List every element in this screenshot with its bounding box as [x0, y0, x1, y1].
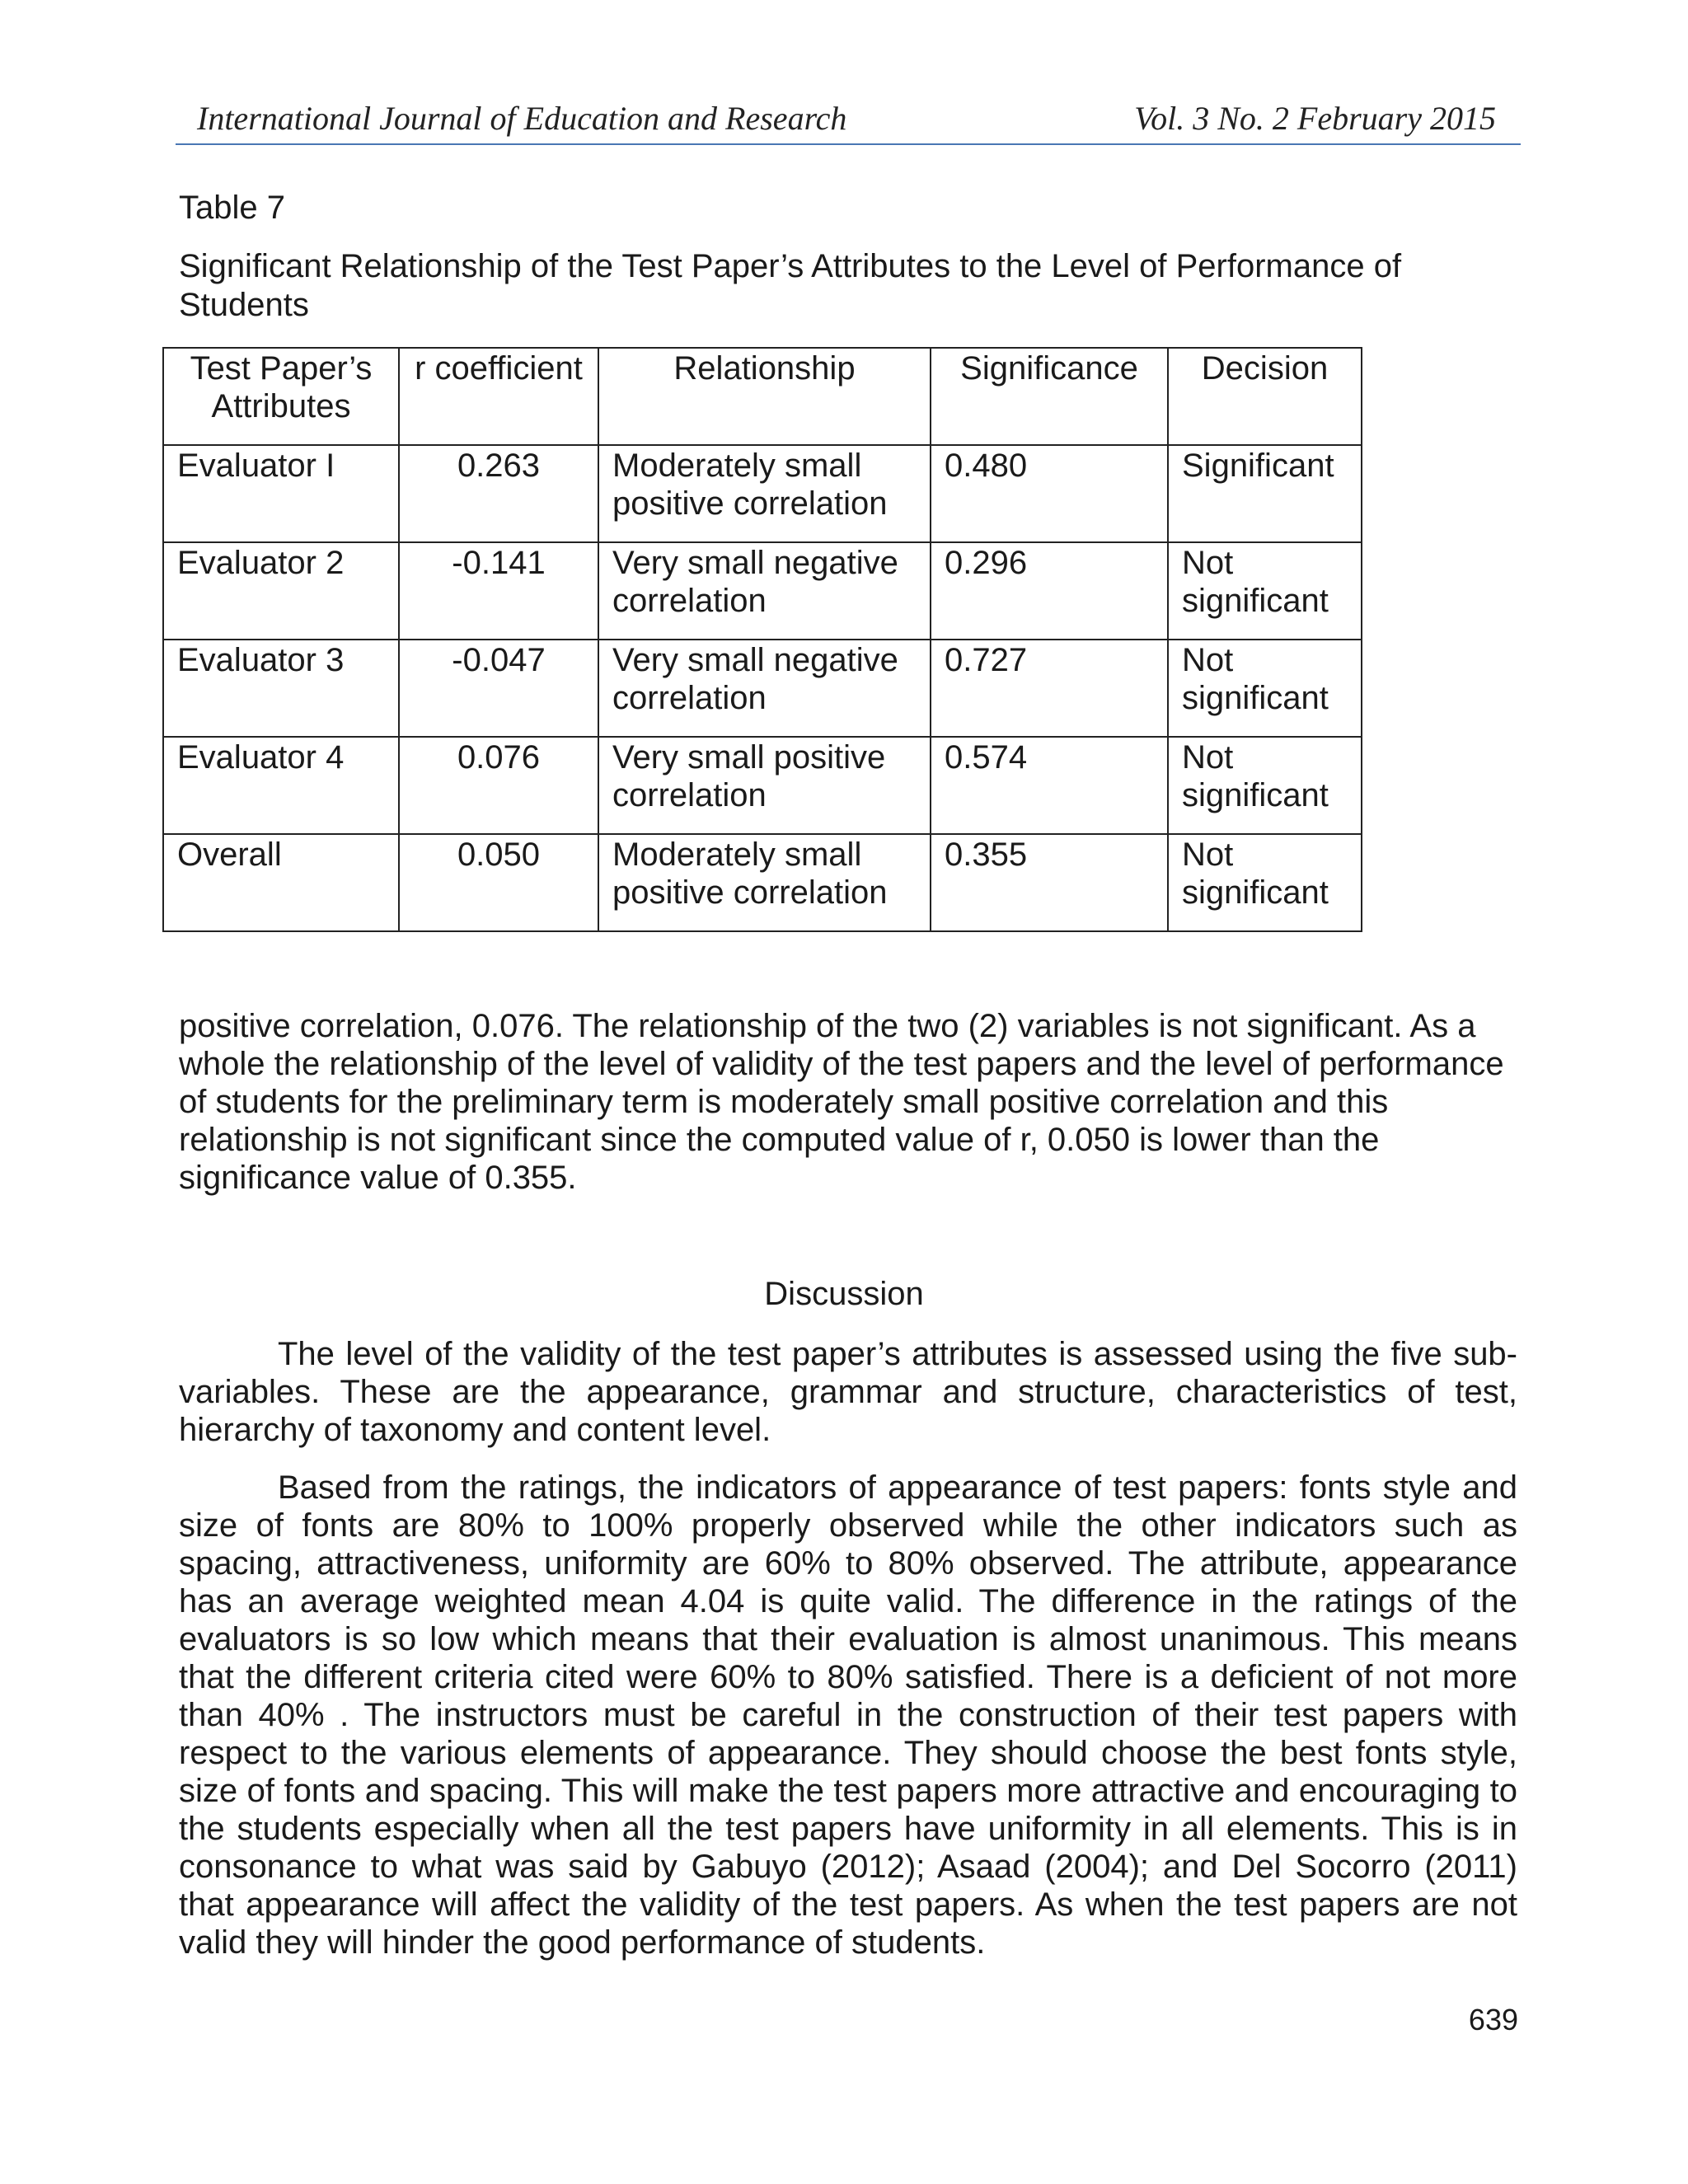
- cell-relationship: Moderately small positive correlation: [598, 445, 931, 542]
- cell-r: 0.263: [399, 445, 598, 542]
- cell-significance: 0.480: [931, 445, 1168, 542]
- cell-relationship: Very small positive correlation: [598, 737, 931, 834]
- cell-r: -0.047: [399, 640, 598, 737]
- cell-attribute: Evaluator 2: [163, 542, 399, 640]
- cell-relationship: Very small negative correlation: [598, 640, 931, 737]
- cell-attribute: Overall: [163, 834, 399, 931]
- cell-attribute: Evaluator 3: [163, 640, 399, 737]
- cell-r: 0.076: [399, 737, 598, 834]
- cell-r: 0.050: [399, 834, 598, 931]
- table-label: Table 7: [179, 190, 285, 226]
- column-header-significance: Significance: [931, 348, 1168, 445]
- table-caption: Significant Relationship of the Test Paper’s Attributes to the Level of Performance of Students: [179, 248, 1402, 323]
- table-row: [163, 542, 1362, 640]
- cell-attribute: Evaluator I: [163, 445, 399, 542]
- volume-info: Vol. 3 No. 2 February 2015: [1134, 100, 1496, 137]
- cell-decision: Significant: [1168, 445, 1362, 542]
- cell-significance: 0.727: [931, 640, 1168, 737]
- discussion-heading: Discussion: [764, 1276, 924, 1312]
- journal-title: International Journal of Education and Research: [197, 100, 847, 137]
- cell-significance: 0.355: [931, 834, 1168, 931]
- discussion-paragraph-1: The level of the validity of the test paper’s attributes is assessed using the five sub-variables. These are the appearance, grammar and structure, characteristics of test, hierarchy of taxonomy and content level.: [179, 1336, 1517, 1448]
- page-number: 639: [1468, 2003, 1518, 2036]
- column-header-decision: Decision: [1168, 348, 1362, 445]
- table-row: [163, 834, 1362, 931]
- cell-decision: Not significant: [1168, 737, 1362, 834]
- cell-r: -0.141: [399, 542, 598, 640]
- cell-significance: 0.574: [931, 737, 1168, 834]
- cell-attribute: Evaluator 4: [163, 737, 399, 834]
- table-row: [163, 445, 1362, 542]
- cell-decision: Not significant: [1168, 834, 1362, 931]
- results-table: [162, 347, 1362, 932]
- column-header-relationship: Relationship: [598, 348, 931, 445]
- cell-relationship: Very small negative correlation: [598, 542, 931, 640]
- cell-decision: Not significant: [1168, 542, 1362, 640]
- discussion-paragraph-2: Based from the ratings, the indicators of appearance of test papers: fonts style and size of fonts are 80% to 100% properly observed while the other indicators such as spacing, attractiveness, uniformity are 60% to 80% observed. The attribute, appearance has an average weighted mean 4.04 is quite valid. The difference in the ratings of the evaluators is so low which means that their evaluation is almost unanimous. This means that the different criteria cited were 60% to 80% satisfied. There is a deficient of not more than 40% . The instructors must be careful in the construction of their test papers with respect to the various elements of appearance. They should choose the best fonts style, size of fonts and spacing. This will make the test papers more attractive and encouraging to the students especially when all the test papers have uniformity in all elements. This is in consonance to what was said by Gabuyo (2012); Asaad (2004); and Del Socorro (2011) that appearance will affect the validity of the test papers. As when the test papers are not valid they will hinder the good performance of students.: [179, 1469, 1517, 1961]
- column-header-r-coefficient: r coefficient: [399, 348, 598, 445]
- column-header-attributes: Test Paper’s Attributes: [163, 348, 399, 445]
- table-row: [163, 737, 1362, 834]
- table-row: [163, 640, 1362, 737]
- table-header-row: [163, 348, 1362, 445]
- results-paragraph: positive correlation, 0.076. The relationship of the two (2) variables is not significant. As a whole the relationship of the level of validity of the test papers and the level of performance of students for the preliminary term is moderately small positive correlation and this relationship is not significant since the computed value of r, 0.050 is lower than the significance value of 0.355.: [179, 1008, 1504, 1196]
- running-header: [176, 92, 1521, 145]
- cell-decision: Not significant: [1168, 640, 1362, 737]
- cell-relationship: Moderately small positive correlation: [598, 834, 931, 931]
- cell-significance: 0.296: [931, 542, 1168, 640]
